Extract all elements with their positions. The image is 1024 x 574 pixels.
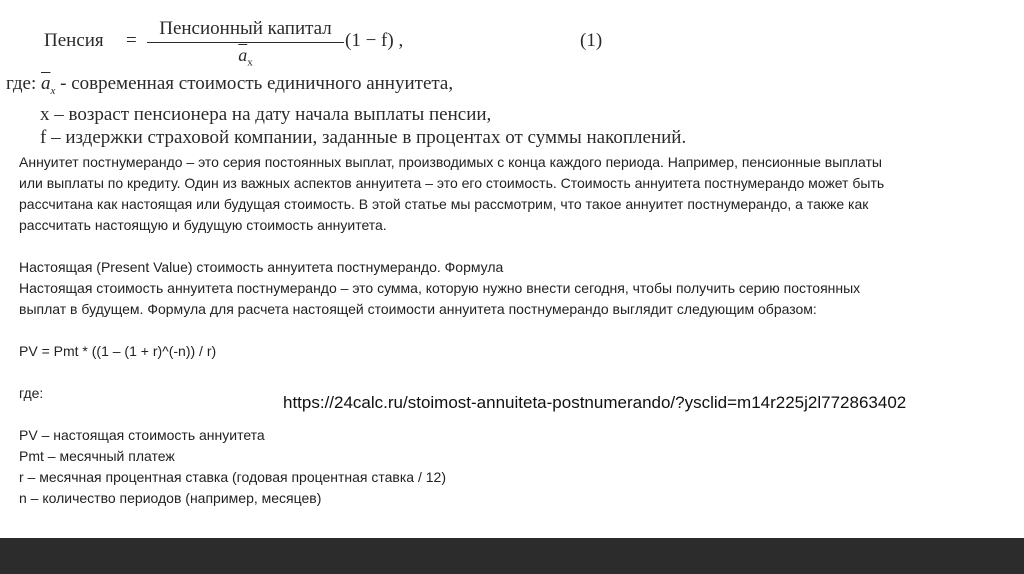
paragraph-line: или выплаты по кредиту. Один из важных аспектов аннуитета – это его стоимость. Стоимость аннуитета постнумерандо может быть bbox=[19, 175, 885, 191]
formula-fraction bbox=[147, 18, 344, 69]
legend-symbol: $\overline{a}_x$ bbox=[40, 73, 56, 97]
legend-row-2: x – возраст пенсионера на дату начала выплаты пенсии, bbox=[40, 103, 492, 125]
formula-numerator: Пенсионный капитал bbox=[159, 18, 332, 39]
article-text bbox=[19, 152, 1009, 509]
formula-factor: (1 − f) , bbox=[345, 30, 404, 51]
definition-item: Pmt – месячный платеж bbox=[19, 448, 175, 464]
legend-row-1: где: $\overline{a}_x$ - современная стоимость единичного аннуитета, bbox=[6, 73, 454, 97]
footer-bar bbox=[0, 538, 1024, 574]
where-label: где: bbox=[19, 385, 44, 401]
formula-legend bbox=[6, 72, 726, 149]
fraction-bar bbox=[147, 42, 344, 43]
paragraph-line: рассчитать настоящую и будущую стоимость аннуитета. bbox=[19, 217, 387, 233]
definition-item: n – количество периодов (например, месяцев) bbox=[19, 490, 322, 506]
formula-equals: = bbox=[126, 30, 137, 51]
pension-formula bbox=[44, 12, 624, 74]
legend-row-3: f – издержки страховой компании, заданные в процентах от суммы накоплений. bbox=[40, 126, 687, 148]
definition-item: r – месячная процентная ставка (годовая процентная ставка / 12) bbox=[19, 469, 446, 485]
source-link[interactable]: https://24calc.ru/stoimost-annuiteta-postnumerando/?ysclid=m14r225j2l772863402 bbox=[283, 393, 907, 412]
section-heading: Настоящая (Present Value) стоимость аннуитета постнумерандо. Формула bbox=[19, 259, 504, 275]
paragraph-line: рассчитана как настоящая или будущая стоимость. В этой статье мы рассмотрим, что такое аннуитет постнумерандо, а также как bbox=[19, 196, 869, 212]
formula-denominator: $\overline{a}_x$ bbox=[238, 45, 253, 69]
paragraph-line: Настоящая стоимость аннуитета постнумерандо – это сумма, которую нужно внести сегодня, чтобы получить серию постоянных bbox=[19, 280, 861, 296]
formula-number: (1) bbox=[580, 30, 603, 51]
pv-formula: PV = Pmt * ((1 – (1 + r)^(-n)) / r) bbox=[19, 343, 217, 359]
paragraph-line: выплат в будущем. Формула для расчета настоящей стоимости аннуитета постнумерандо выглядит следующим образом: bbox=[19, 301, 817, 317]
definition-item: PV – настоящая стоимость аннуитета bbox=[19, 427, 265, 443]
paragraph-line: Аннуитет постнумерандо – это серия постоянных выплат, производимых с конца каждого периода. Например, пенсионные выплаты bbox=[19, 154, 882, 170]
formula-lhs: Пенсия bbox=[44, 30, 104, 51]
